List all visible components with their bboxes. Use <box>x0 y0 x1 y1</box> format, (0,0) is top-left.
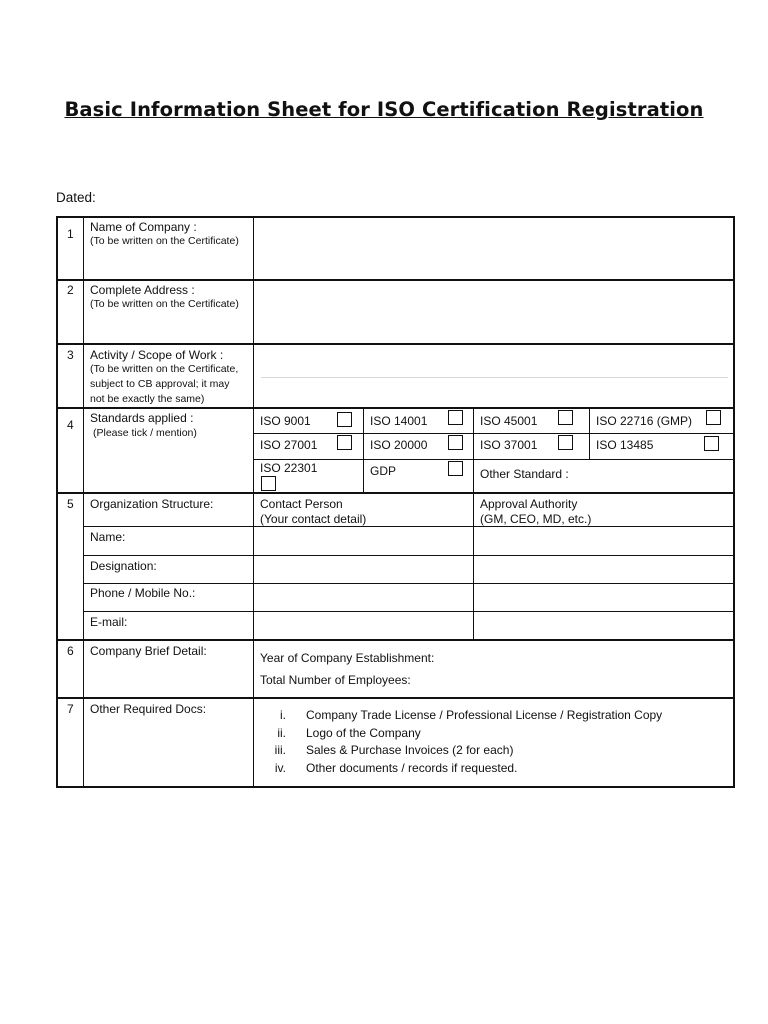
row-divider <box>58 407 733 409</box>
doc-item-text: Company Trade License / Professional License / Registration Copy <box>306 708 663 722</box>
grid-line <box>83 526 733 527</box>
standards-note: (Please tick / mention) <box>93 427 197 439</box>
row-divider <box>58 697 733 699</box>
phone-field-label: Phone / Mobile No.: <box>90 586 196 600</box>
grid-line <box>253 433 733 434</box>
grid-line <box>473 408 474 493</box>
grid-line <box>363 408 364 493</box>
address-field[interactable] <box>255 282 731 342</box>
scope-label: Activity / Scope of Work : <box>90 348 224 362</box>
checkbox-iso-37001[interactable] <box>558 435 573 450</box>
option-iso-20000: ISO 20000 <box>370 438 428 452</box>
checkbox-iso-27001[interactable] <box>337 435 352 450</box>
contact-designation-input[interactable] <box>255 557 472 582</box>
contact-person-subheading: (Your contact detail) <box>260 512 367 526</box>
dated-label: Dated: <box>56 190 96 205</box>
contact-person-heading: Contact Person <box>260 497 343 511</box>
option-iso-45001: ISO 45001 <box>480 414 538 428</box>
checkbox-iso-22301[interactable] <box>261 476 276 491</box>
standards-label: Standards applied : <box>90 411 194 425</box>
establishment-year-label: Year of Company Establishment: <box>260 651 435 665</box>
checkbox-iso-9001[interactable] <box>337 412 352 427</box>
option-iso-22716: ISO 22716 (GMP) <box>596 414 693 428</box>
designation-field-label: Designation: <box>90 559 157 573</box>
row-divider <box>58 343 733 345</box>
contact-phone-input[interactable] <box>255 585 472 610</box>
grid-line <box>253 459 733 460</box>
scope-note-line: not be exactly the same) <box>90 393 205 405</box>
row-number: 1 <box>67 227 74 241</box>
row-number: 2 <box>67 283 74 297</box>
option-gdp: GDP <box>370 464 397 478</box>
other-standard-field[interactable] <box>578 461 731 491</box>
row-number: 5 <box>67 497 74 511</box>
address-note: (To be written on the Certificate) <box>90 298 239 310</box>
checkbox-gdp[interactable] <box>448 461 463 476</box>
approval-authority-heading: Approval Authority <box>480 497 578 511</box>
doc-item-number: iv. <box>274 761 286 775</box>
doc-item-text: Other documents / records if requested. <box>306 761 518 775</box>
contact-email-input[interactable] <box>255 613 472 638</box>
authority-designation-input[interactable] <box>475 557 731 582</box>
grid-line <box>473 494 474 640</box>
registration-form-table <box>56 216 735 788</box>
brief-detail-label: Company Brief Detail: <box>90 644 207 658</box>
authority-name-input[interactable] <box>475 528 731 554</box>
row-number: 7 <box>67 702 74 716</box>
option-iso-13485: ISO 13485 <box>596 438 654 452</box>
name-field-label: Name: <box>90 530 126 544</box>
doc-item-text: Logo of the Company <box>306 726 421 740</box>
option-iso-37001: ISO 37001 <box>480 438 538 452</box>
row-number: 6 <box>67 644 74 658</box>
checkbox-iso-14001[interactable] <box>448 410 463 425</box>
email-field-label: E-mail: <box>90 615 128 629</box>
doc-item-number: iii. <box>274 743 286 757</box>
scope-note-line: (To be written on the Certificate, <box>90 363 239 375</box>
required-docs-label: Other Required Docs: <box>90 702 207 716</box>
scope-field[interactable] <box>255 346 731 406</box>
row-divider <box>58 492 733 494</box>
doc-item-text: Sales & Purchase Invoices (2 for each) <box>306 743 514 757</box>
option-iso-9001: ISO 9001 <box>260 414 311 428</box>
doc-item-number: ii. <box>277 726 286 740</box>
company-name-field[interactable] <box>255 219 731 278</box>
checkbox-iso-13485[interactable] <box>704 436 719 451</box>
address-label: Complete Address : <box>90 283 195 297</box>
checkbox-iso-45001[interactable] <box>558 410 573 425</box>
grid-line <box>83 555 733 556</box>
grid-line <box>589 408 590 460</box>
row-divider <box>58 279 733 281</box>
option-iso-14001: ISO 14001 <box>370 414 428 428</box>
page-title: Basic Information Sheet for ISO Certification Registration <box>64 98 704 121</box>
column-divider <box>253 218 254 786</box>
option-iso-27001: ISO 27001 <box>260 438 318 452</box>
row-number: 4 <box>67 418 74 432</box>
checkbox-iso-20000[interactable] <box>448 435 463 450</box>
authority-phone-input[interactable] <box>475 585 731 610</box>
column-divider <box>83 218 84 786</box>
org-structure-label: Organization Structure: <box>90 497 214 511</box>
option-iso-22301: ISO 22301 <box>260 461 318 475</box>
row-number: 3 <box>67 348 74 362</box>
doc-item-number: i. <box>280 708 286 722</box>
row-divider <box>58 639 733 641</box>
checkbox-iso-22716[interactable] <box>706 410 721 425</box>
scope-note-line: subject to CB approval; it may <box>90 378 230 390</box>
grid-line <box>83 611 733 612</box>
contact-name-input[interactable] <box>255 528 472 554</box>
employee-count-label: Total Number of Employees: <box>260 673 411 687</box>
company-name-note: (To be written on the Certificate) <box>90 235 239 247</box>
approval-authority-subheading: (GM, CEO, MD, etc.) <box>480 512 592 526</box>
grid-line <box>83 583 733 584</box>
other-standard-label: Other Standard : <box>480 467 569 481</box>
authority-email-input[interactable] <box>475 613 731 638</box>
company-name-label: Name of Company : <box>90 220 197 234</box>
